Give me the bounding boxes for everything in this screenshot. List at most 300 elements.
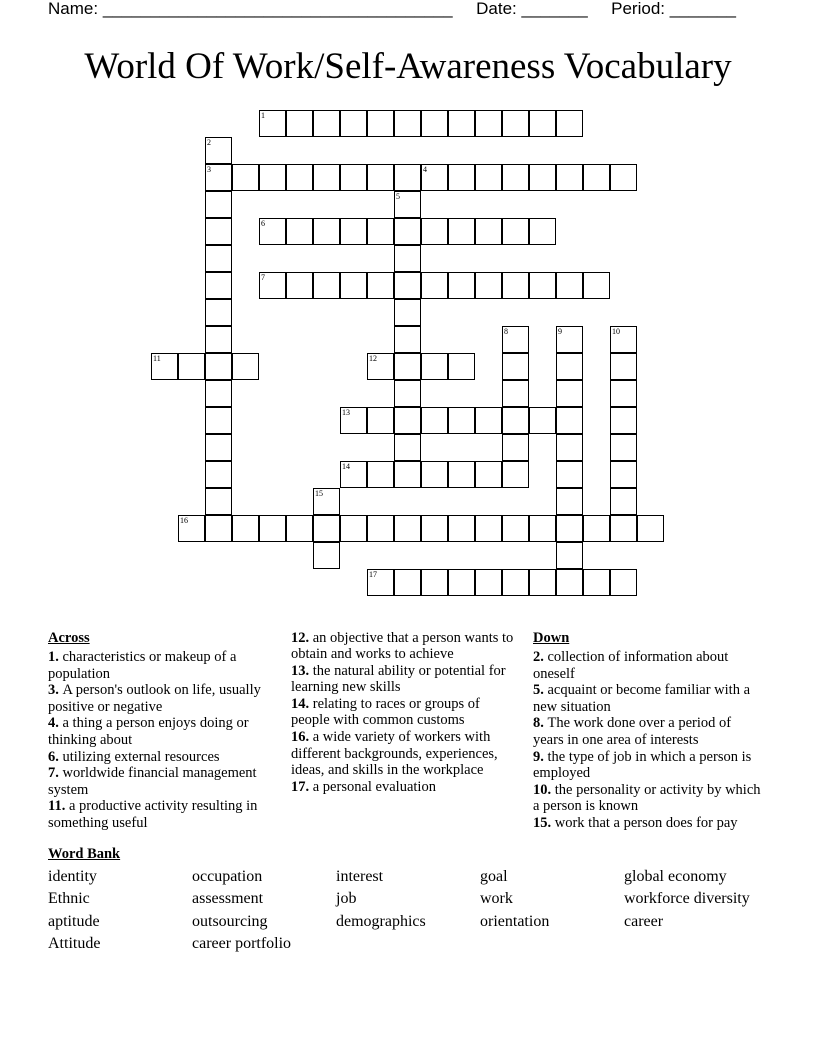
clue-number-label: 6.: [48, 748, 63, 765]
crossword-cell[interactable]: [340, 407, 367, 434]
clue-text: characteristics or makeup of a population: [48, 649, 237, 682]
crossword-cell[interactable]: [421, 110, 448, 137]
cell-letter-input[interactable]: [206, 192, 231, 217]
crossword-cell[interactable]: [610, 515, 637, 542]
crossword-cell[interactable]: [448, 515, 475, 542]
period-blank[interactable]: _______: [669, 0, 736, 18]
crossword-cell[interactable]: [340, 164, 367, 191]
cell-letter-input[interactable]: [584, 273, 609, 298]
crossword-cell[interactable]: [259, 164, 286, 191]
crossword-cell[interactable]: [205, 434, 232, 461]
crossword-cell[interactable]: [394, 407, 421, 434]
crossword-cell[interactable]: [448, 272, 475, 299]
cell-letter-input[interactable]: [449, 516, 474, 541]
crossword-cell[interactable]: [205, 137, 232, 164]
cell-letter-input[interactable]: [611, 570, 636, 595]
cell-letter-input[interactable]: [557, 327, 582, 352]
crossword-cell[interactable]: [205, 299, 232, 326]
crossword-cell[interactable]: [502, 434, 529, 461]
crossword-cell[interactable]: [394, 191, 421, 218]
crossword-cell[interactable]: [556, 380, 583, 407]
crossword-cell[interactable]: [421, 407, 448, 434]
cell-letter-input[interactable]: [611, 327, 636, 352]
cell-letter-input[interactable]: [422, 462, 447, 487]
cell-letter-input[interactable]: [368, 462, 393, 487]
crossword-cell[interactable]: [529, 110, 556, 137]
crossword-cell[interactable]: [583, 272, 610, 299]
crossword-cell[interactable]: [421, 272, 448, 299]
crossword-cell[interactable]: [340, 218, 367, 245]
crossword-cell[interactable]: [610, 407, 637, 434]
crossword-cell[interactable]: [475, 272, 502, 299]
crossword-cell[interactable]: [313, 515, 340, 542]
crossword-cell[interactable]: [502, 164, 529, 191]
crossword-cell[interactable]: [475, 461, 502, 488]
cell-letter-input[interactable]: [449, 219, 474, 244]
cell-letter-input[interactable]: [422, 408, 447, 433]
clue-text: work that a person does for pay: [554, 814, 738, 831]
cell-letter-input[interactable]: [422, 354, 447, 379]
cell-letter-input[interactable]: [341, 111, 366, 136]
cell-letter-input[interactable]: [395, 381, 420, 406]
cell-letter-input[interactable]: [611, 516, 636, 541]
crossword-cell[interactable]: [556, 164, 583, 191]
cell-letter-input[interactable]: [206, 408, 231, 433]
cell-letter-input[interactable]: [530, 570, 555, 595]
cell-letter-input[interactable]: [395, 462, 420, 487]
cell-letter-input[interactable]: [503, 462, 528, 487]
word-bank-item: career: [624, 913, 664, 930]
cell-letter-input[interactable]: [341, 516, 366, 541]
cell-letter-input[interactable]: [314, 489, 339, 514]
clue-number: 16: [180, 516, 188, 525]
cell-letter-input[interactable]: [395, 111, 420, 136]
crossword-cell[interactable]: [259, 110, 286, 137]
crossword-cell[interactable]: [394, 515, 421, 542]
cell-letter-input[interactable]: [422, 273, 447, 298]
crossword-cell[interactable]: [151, 353, 178, 380]
cell-letter-input[interactable]: [584, 570, 609, 595]
crossword-cell[interactable]: [205, 488, 232, 515]
crossword-cell[interactable]: [205, 164, 232, 191]
cell-letter-input[interactable]: [395, 516, 420, 541]
cell-letter-input[interactable]: [530, 408, 555, 433]
crossword-cell[interactable]: [502, 218, 529, 245]
cell-letter-input[interactable]: [395, 327, 420, 352]
crossword-cell[interactable]: [448, 218, 475, 245]
cell-letter-input[interactable]: [557, 273, 582, 298]
crossword-cell[interactable]: [394, 569, 421, 596]
cell-letter-input[interactable]: [206, 138, 231, 163]
crossword-cell[interactable]: [556, 110, 583, 137]
cell-letter-input[interactable]: [206, 273, 231, 298]
crossword-cell[interactable]: [448, 164, 475, 191]
crossword-cell[interactable]: [610, 326, 637, 353]
crossword-cell[interactable]: [340, 461, 367, 488]
cell-letter-input[interactable]: [503, 111, 528, 136]
cell-letter-input[interactable]: [395, 165, 420, 190]
cell-letter-input[interactable]: [503, 165, 528, 190]
cell-letter-input[interactable]: [449, 408, 474, 433]
crossword-cell[interactable]: [556, 353, 583, 380]
crossword-cell[interactable]: [286, 272, 313, 299]
cell-letter-input[interactable]: [449, 111, 474, 136]
cell-letter-input[interactable]: [233, 165, 258, 190]
cell-letter-input[interactable]: [611, 408, 636, 433]
cell-letter-input[interactable]: [503, 570, 528, 595]
cell-letter-input[interactable]: [260, 111, 285, 136]
cell-letter-input[interactable]: [260, 219, 285, 244]
cell-letter-input[interactable]: [557, 435, 582, 460]
cell-letter-input[interactable]: [206, 165, 231, 190]
crossword-cell[interactable]: [448, 353, 475, 380]
crossword-cell[interactable]: [367, 515, 394, 542]
crossword-cell[interactable]: [502, 515, 529, 542]
cell-letter-input[interactable]: [449, 462, 474, 487]
cell-letter-input[interactable]: [476, 516, 501, 541]
cell-letter-input[interactable]: [449, 273, 474, 298]
crossword-cell[interactable]: [475, 218, 502, 245]
crossword-cell[interactable]: [610, 488, 637, 515]
cell-letter-input[interactable]: [503, 219, 528, 244]
crossword-cell[interactable]: [205, 353, 232, 380]
cell-letter-input[interactable]: [206, 516, 231, 541]
cell-letter-input[interactable]: [368, 165, 393, 190]
cell-letter-input[interactable]: [314, 516, 339, 541]
cell-letter-input[interactable]: [557, 408, 582, 433]
crossword-cell[interactable]: [502, 353, 529, 380]
cell-letter-input[interactable]: [206, 489, 231, 514]
cell-letter-input[interactable]: [395, 408, 420, 433]
crossword-cell[interactable]: [205, 407, 232, 434]
cell-letter-input[interactable]: [503, 354, 528, 379]
crossword-cell[interactable]: [394, 353, 421, 380]
crossword-cell[interactable]: [340, 272, 367, 299]
cell-letter-input[interactable]: [395, 273, 420, 298]
crossword-cell[interactable]: [205, 326, 232, 353]
crossword-cell[interactable]: [556, 569, 583, 596]
crossword-cell[interactable]: [502, 407, 529, 434]
cell-letter-input[interactable]: [557, 462, 582, 487]
cell-letter-input[interactable]: [530, 111, 555, 136]
cell-letter-input[interactable]: [611, 165, 636, 190]
cell-letter-input[interactable]: [530, 516, 555, 541]
cell-letter-input[interactable]: [557, 570, 582, 595]
cell-letter-input[interactable]: [557, 516, 582, 541]
crossword-cell[interactable]: [502, 380, 529, 407]
crossword-cell[interactable]: [556, 272, 583, 299]
cell-letter-input[interactable]: [611, 489, 636, 514]
crossword-cell[interactable]: [475, 164, 502, 191]
down-clues: [533, 630, 763, 832]
clue-number: 14: [342, 462, 350, 471]
cell-letter-input[interactable]: [206, 300, 231, 325]
crossword-cell[interactable]: [421, 218, 448, 245]
crossword-cell[interactable]: [529, 272, 556, 299]
cell-letter-input[interactable]: [206, 435, 231, 460]
crossword-cell[interactable]: [367, 110, 394, 137]
word-bank-item: workforce diversity: [624, 890, 750, 907]
cell-letter-input[interactable]: [476, 570, 501, 595]
crossword-cell[interactable]: [313, 110, 340, 137]
cell-letter-input[interactable]: [368, 111, 393, 136]
cell-letter-input[interactable]: [314, 219, 339, 244]
crossword-cell[interactable]: [313, 164, 340, 191]
cell-letter-input[interactable]: [611, 354, 636, 379]
cell-letter-input[interactable]: [395, 570, 420, 595]
crossword-cell[interactable]: [610, 353, 637, 380]
cell-letter-input[interactable]: [638, 516, 663, 541]
cell-letter-input[interactable]: [557, 111, 582, 136]
crossword-cell[interactable]: [502, 326, 529, 353]
cell-letter-input[interactable]: [584, 516, 609, 541]
cell-letter-input[interactable]: [206, 327, 231, 352]
name-blank[interactable]: _____________________________________: [102, 0, 453, 18]
crossword-cell[interactable]: [556, 488, 583, 515]
cell-letter-input[interactable]: [395, 219, 420, 244]
crossword-cell[interactable]: [475, 515, 502, 542]
crossword-cell[interactable]: [421, 461, 448, 488]
cell-letter-input[interactable]: [206, 462, 231, 487]
cell-letter-input[interactable]: [503, 408, 528, 433]
crossword-cell[interactable]: [205, 191, 232, 218]
crossword-cell[interactable]: [529, 569, 556, 596]
cell-letter-input[interactable]: [368, 516, 393, 541]
crossword-cell[interactable]: [286, 515, 313, 542]
crossword-cell[interactable]: [556, 515, 583, 542]
crossword-cell[interactable]: [556, 542, 583, 569]
crossword-cell[interactable]: [313, 272, 340, 299]
cell-letter-input[interactable]: [341, 165, 366, 190]
crossword-cell[interactable]: [394, 299, 421, 326]
cell-letter-input[interactable]: [422, 516, 447, 541]
cell-letter-input[interactable]: [260, 273, 285, 298]
word-bank-item: interest: [336, 868, 384, 885]
crossword-cell[interactable]: [394, 434, 421, 461]
crossword-cell[interactable]: [475, 110, 502, 137]
cell-letter-input[interactable]: [449, 354, 474, 379]
cell-letter-input[interactable]: [368, 273, 393, 298]
cell-letter-input[interactable]: [341, 408, 366, 433]
crossword-cell[interactable]: [340, 110, 367, 137]
crossword-cell[interactable]: [367, 407, 394, 434]
cell-letter-input[interactable]: [341, 273, 366, 298]
crossword-cell[interactable]: [502, 272, 529, 299]
cell-letter-input[interactable]: [476, 408, 501, 433]
cell-letter-input[interactable]: [314, 273, 339, 298]
crossword-cell[interactable]: [556, 326, 583, 353]
cell-letter-input[interactable]: [476, 165, 501, 190]
cell-letter-input[interactable]: [611, 462, 636, 487]
cell-letter-input[interactable]: [314, 543, 339, 568]
crossword-cell[interactable]: [610, 434, 637, 461]
crossword-cell[interactable]: [394, 218, 421, 245]
cell-letter-input[interactable]: [557, 381, 582, 406]
crossword-cell[interactable]: [583, 569, 610, 596]
crossword-cell[interactable]: [394, 245, 421, 272]
cell-letter-input[interactable]: [422, 165, 447, 190]
crossword-cell[interactable]: [529, 218, 556, 245]
crossword-cell[interactable]: [313, 542, 340, 569]
crossword-cell[interactable]: [394, 326, 421, 353]
crossword-cell[interactable]: [610, 569, 637, 596]
crossword-cell[interactable]: [232, 515, 259, 542]
crossword-cell[interactable]: [556, 461, 583, 488]
cell-letter-input[interactable]: [206, 381, 231, 406]
crossword-cell[interactable]: [205, 245, 232, 272]
crossword-cell[interactable]: [529, 515, 556, 542]
cell-letter-input[interactable]: [503, 516, 528, 541]
cell-letter-input[interactable]: [179, 354, 204, 379]
crossword-cell[interactable]: [448, 461, 475, 488]
cell-letter-input[interactable]: [233, 354, 258, 379]
cell-letter-input[interactable]: [449, 165, 474, 190]
cell-letter-input[interactable]: [557, 543, 582, 568]
cell-letter-input[interactable]: [395, 435, 420, 460]
cell-letter-input[interactable]: [287, 111, 312, 136]
cell-letter-input[interactable]: [503, 273, 528, 298]
cell-letter-input[interactable]: [314, 111, 339, 136]
cell-letter-input[interactable]: [206, 354, 231, 379]
cell-letter-input[interactable]: [206, 219, 231, 244]
crossword-cell[interactable]: [286, 110, 313, 137]
crossword-cell[interactable]: [637, 515, 664, 542]
crossword-cell[interactable]: [475, 407, 502, 434]
crossword-cell[interactable]: [259, 272, 286, 299]
cell-letter-input[interactable]: [503, 381, 528, 406]
crossword-cell[interactable]: [394, 461, 421, 488]
crossword-cell[interactable]: [448, 407, 475, 434]
crossword-cell[interactable]: [610, 380, 637, 407]
cell-letter-input[interactable]: [530, 273, 555, 298]
cell-letter-input[interactable]: [179, 516, 204, 541]
crossword-cell[interactable]: [421, 569, 448, 596]
crossword-cell[interactable]: [394, 110, 421, 137]
cell-letter-input[interactable]: [422, 570, 447, 595]
cell-letter-input[interactable]: [287, 273, 312, 298]
crossword-cell[interactable]: [205, 380, 232, 407]
cell-letter-input[interactable]: [422, 219, 447, 244]
cell-letter-input[interactable]: [314, 165, 339, 190]
cell-letter-input[interactable]: [557, 165, 582, 190]
cell-letter-input[interactable]: [287, 165, 312, 190]
crossword-cell[interactable]: [259, 218, 286, 245]
cell-letter-input[interactable]: [611, 435, 636, 460]
crossword-cell[interactable]: [421, 515, 448, 542]
crossword-cell[interactable]: [394, 272, 421, 299]
crossword-cell[interactable]: [286, 218, 313, 245]
cell-letter-input[interactable]: [503, 327, 528, 352]
crossword-cell[interactable]: [448, 110, 475, 137]
crossword-cell[interactable]: [502, 569, 529, 596]
crossword-cell[interactable]: [421, 164, 448, 191]
crossword-cell[interactable]: [178, 353, 205, 380]
cell-letter-input[interactable]: [476, 111, 501, 136]
cell-letter-input[interactable]: [287, 516, 312, 541]
crossword-cell[interactable]: [502, 110, 529, 137]
cell-letter-input[interactable]: [530, 219, 555, 244]
cell-letter-input[interactable]: [368, 570, 393, 595]
crossword-cell[interactable]: [475, 569, 502, 596]
cell-letter-input[interactable]: [287, 219, 312, 244]
crossword-cell[interactable]: [205, 461, 232, 488]
cell-letter-input[interactable]: [530, 165, 555, 190]
date-blank[interactable]: _______: [521, 0, 588, 18]
crossword-cell[interactable]: [367, 218, 394, 245]
cell-letter-input[interactable]: [422, 111, 447, 136]
cell-letter-input[interactable]: [368, 354, 393, 379]
crossword-cell[interactable]: [610, 461, 637, 488]
cell-letter-input[interactable]: [206, 246, 231, 271]
crossword-cell[interactable]: [340, 515, 367, 542]
cell-letter-input[interactable]: [152, 354, 177, 379]
crossword-cell[interactable]: [529, 164, 556, 191]
clue-number: 3: [207, 165, 211, 174]
cell-letter-input[interactable]: [557, 354, 582, 379]
cell-letter-input[interactable]: [395, 192, 420, 217]
crossword-cell[interactable]: [367, 569, 394, 596]
cell-letter-input[interactable]: [503, 435, 528, 460]
crossword-cell[interactable]: [529, 407, 556, 434]
crossword-cell[interactable]: [556, 434, 583, 461]
crossword-cell[interactable]: [232, 353, 259, 380]
crossword-cell[interactable]: [367, 272, 394, 299]
cell-letter-input[interactable]: [260, 516, 285, 541]
cell-letter-input[interactable]: [395, 354, 420, 379]
cell-letter-input[interactable]: [368, 408, 393, 433]
crossword-cell[interactable]: [394, 164, 421, 191]
crossword-cell[interactable]: [232, 164, 259, 191]
crossword-cell[interactable]: [556, 407, 583, 434]
crossword-cell[interactable]: [205, 218, 232, 245]
cell-letter-input[interactable]: [368, 219, 393, 244]
crossword-cell[interactable]: [367, 461, 394, 488]
crossword-cell[interactable]: [583, 515, 610, 542]
cell-letter-input[interactable]: [449, 570, 474, 595]
cell-letter-input[interactable]: [611, 381, 636, 406]
cell-letter-input[interactable]: [233, 516, 258, 541]
crossword-cell[interactable]: [178, 515, 205, 542]
cell-letter-input[interactable]: [476, 462, 501, 487]
cell-letter-input[interactable]: [260, 165, 285, 190]
crossword-cell[interactable]: [367, 353, 394, 380]
crossword-cell[interactable]: [610, 164, 637, 191]
crossword-cell[interactable]: [448, 569, 475, 596]
crossword-cell[interactable]: [394, 380, 421, 407]
cell-letter-input[interactable]: [557, 489, 582, 514]
cell-letter-input[interactable]: [341, 462, 366, 487]
crossword-cell[interactable]: [286, 164, 313, 191]
crossword-cell[interactable]: [313, 218, 340, 245]
crossword-cell[interactable]: [205, 515, 232, 542]
cell-letter-input[interactable]: [584, 165, 609, 190]
clue-item: [48, 765, 278, 798]
cell-letter-input[interactable]: [476, 219, 501, 244]
cell-letter-input[interactable]: [395, 246, 420, 271]
crossword-cell[interactable]: [367, 164, 394, 191]
cell-letter-input[interactable]: [341, 219, 366, 244]
clue-item: [48, 649, 278, 682]
crossword-cell[interactable]: [421, 353, 448, 380]
crossword-cell[interactable]: [313, 488, 340, 515]
crossword-cell[interactable]: [583, 164, 610, 191]
cell-letter-input[interactable]: [395, 300, 420, 325]
crossword-cell[interactable]: [259, 515, 286, 542]
crossword-cell[interactable]: [502, 461, 529, 488]
crossword-cell[interactable]: [205, 272, 232, 299]
cell-letter-input[interactable]: [476, 273, 501, 298]
clue-number-label: 10.: [533, 781, 555, 798]
